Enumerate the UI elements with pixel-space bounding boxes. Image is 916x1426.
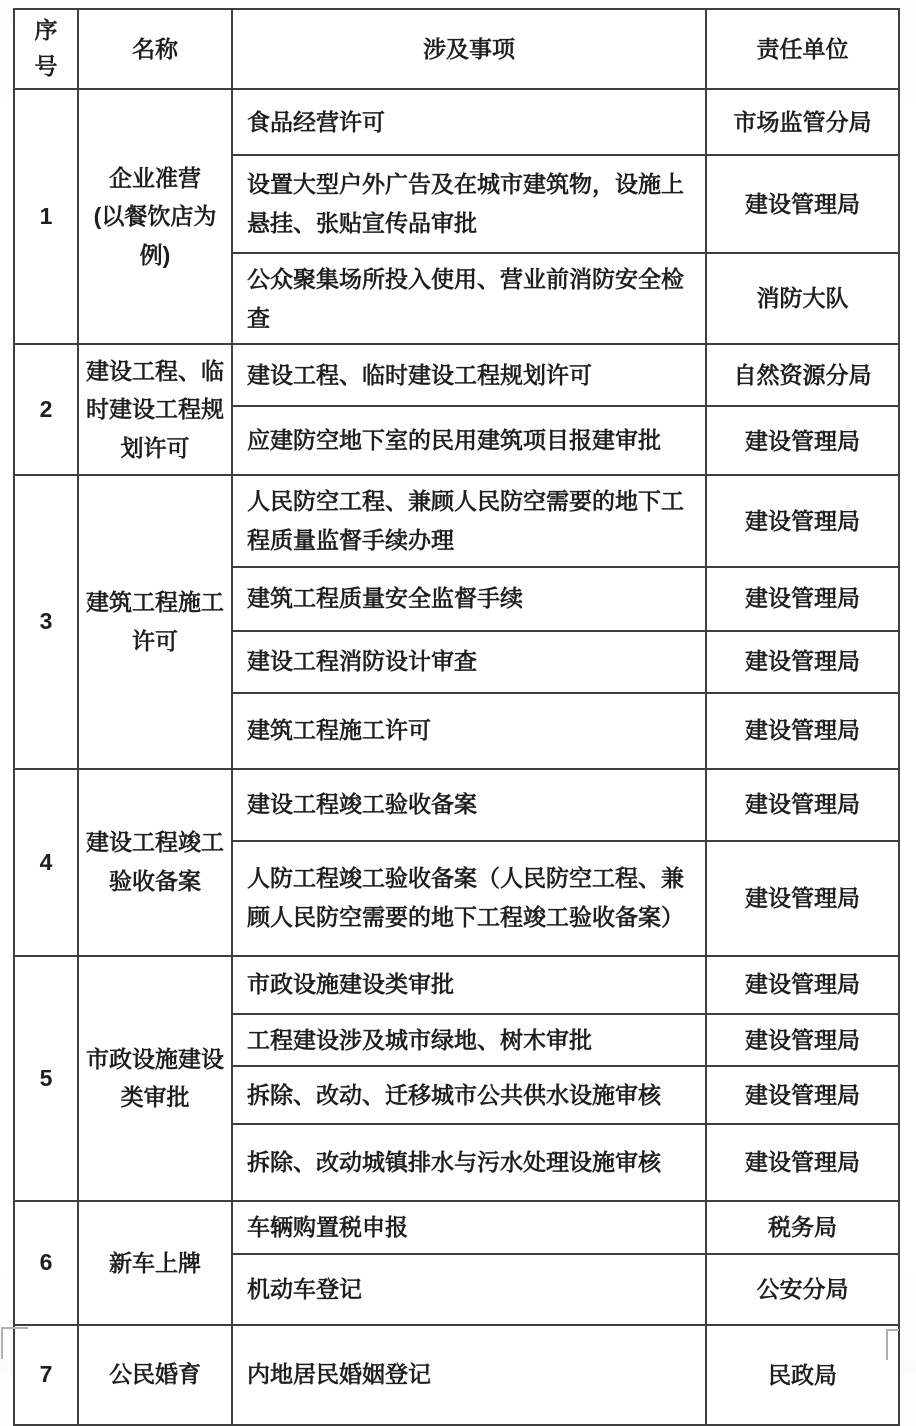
matter-cell: 建筑工程质量安全监督手续 (232, 567, 706, 631)
matter-cell: 设置大型户外广告及在城市建筑物，设施上悬挂、张贴宣传品审批 (232, 155, 706, 253)
unit-cell: 建设管理局 (706, 693, 899, 769)
photo-corner-mark-left (1, 1327, 28, 1359)
group-7-no: 7 (14, 1325, 78, 1425)
unit-cell: 消防大队 (706, 253, 899, 344)
col-header-no (14, 9, 78, 89)
matter-cell: 机动车登记 (232, 1254, 706, 1325)
group-4-name-line-1: 建设工程竣工验收备案 (86, 829, 224, 894)
group-2-name-line-1: 建设工程、临时建设工程规划许可 (86, 357, 224, 462)
group-1-name (78, 89, 232, 344)
col-header-matter: 涉及事项 (232, 9, 706, 89)
table-row (14, 1325, 899, 1425)
group-1-name-line-2: (以餐饮店为例) (93, 203, 217, 268)
group-5-name (78, 956, 232, 1202)
matter-cell: 应建防空地下室的民用建筑项目报建审批 (232, 406, 706, 475)
matter-cell: 公众聚集场所投入使用、营业前消防安全检查 (232, 253, 706, 344)
matter-cell: 车辆购置税申报 (232, 1201, 706, 1254)
group-6-no: 6 (14, 1201, 78, 1325)
group-1-no: 1 (14, 89, 78, 344)
matter-cell: 拆除、改动、迁移城市公共供水设施审核 (232, 1066, 706, 1124)
unit-cell: 建设管理局 (706, 155, 899, 253)
matter-cell: 建筑工程施工许可 (232, 693, 706, 769)
table-row (14, 344, 899, 406)
matter-cell: 建设工程竣工验收备案 (232, 769, 706, 841)
group-7-name-line-1: 公民婚育 (109, 1361, 201, 1388)
group-6-name (78, 1201, 232, 1325)
table-row (14, 475, 899, 566)
unit-cell: 建设管理局 (706, 1066, 899, 1124)
group-3-no: 3 (14, 475, 78, 768)
group-3-name-line-1: 建筑工程施工许可 (86, 589, 224, 654)
group-7-name (78, 1325, 232, 1425)
matter-cell: 食品经营许可 (232, 89, 706, 155)
group-5-no: 5 (14, 956, 78, 1202)
group-6-name-line-1: 新车上牌 (109, 1249, 201, 1276)
unit-cell: 建设管理局 (706, 769, 899, 841)
unit-cell: 建设管理局 (706, 1014, 899, 1067)
unit-cell: 公安分局 (706, 1254, 899, 1325)
matter-cell: 市政设施建设类审批 (232, 956, 706, 1014)
unit-cell: 民政局 (706, 1325, 899, 1425)
unit-cell: 自然资源分局 (706, 344, 899, 406)
matter-cell: 建设工程消防设计审查 (232, 631, 706, 693)
group-4-no: 4 (14, 769, 78, 956)
unit-cell: 建设管理局 (706, 631, 899, 693)
unit-cell: 建设管理局 (706, 406, 899, 475)
col-header-name: 名称 (78, 9, 232, 89)
table-row (14, 956, 899, 1014)
matter-cell: 工程建设涉及城市绿地、树木审批 (232, 1014, 706, 1067)
photo-corner-mark-right (886, 1329, 899, 1360)
col-header-unit: 责任单位 (706, 9, 899, 89)
group-1-name-line-1: 企业准营 (109, 164, 201, 191)
unit-cell: 市场监管分局 (706, 89, 899, 155)
unit-cell: 建设管理局 (706, 1124, 899, 1201)
group-5-name-line-1: 市政设施建设类审批 (86, 1045, 224, 1111)
unit-cell: 建设管理局 (706, 567, 899, 631)
matter-cell: 内地居民婚姻登记 (232, 1325, 706, 1425)
matter-cell: 人防工程竣工验收备案（人民防空工程、兼顾人民防空需要的地下工程竣工验收备案） (232, 841, 706, 956)
matter-cell: 拆除、改动城镇排水与污水处理设施审核 (232, 1124, 706, 1201)
table-row (14, 769, 899, 841)
group-2-no: 2 (14, 344, 78, 475)
unit-cell: 税务局 (706, 1201, 899, 1254)
group-3-name (78, 475, 232, 768)
group-2-name (78, 344, 232, 475)
unit-cell: 建设管理局 (706, 841, 899, 956)
table-row (14, 1201, 899, 1254)
unit-cell: 建设管理局 (706, 475, 899, 566)
unit-cell: 建设管理局 (706, 956, 899, 1014)
matter-cell: 建设工程、临时建设工程规划许可 (232, 344, 706, 406)
table-row (14, 89, 899, 155)
col-header-no-label: 序号 (34, 17, 58, 79)
header-row (14, 9, 899, 89)
matter-cell: 人民防空工程、兼顾人民防空需要的地下工程质量监督手续办理 (232, 475, 706, 566)
approval-matters-table (13, 8, 900, 1426)
group-4-name (78, 769, 232, 956)
